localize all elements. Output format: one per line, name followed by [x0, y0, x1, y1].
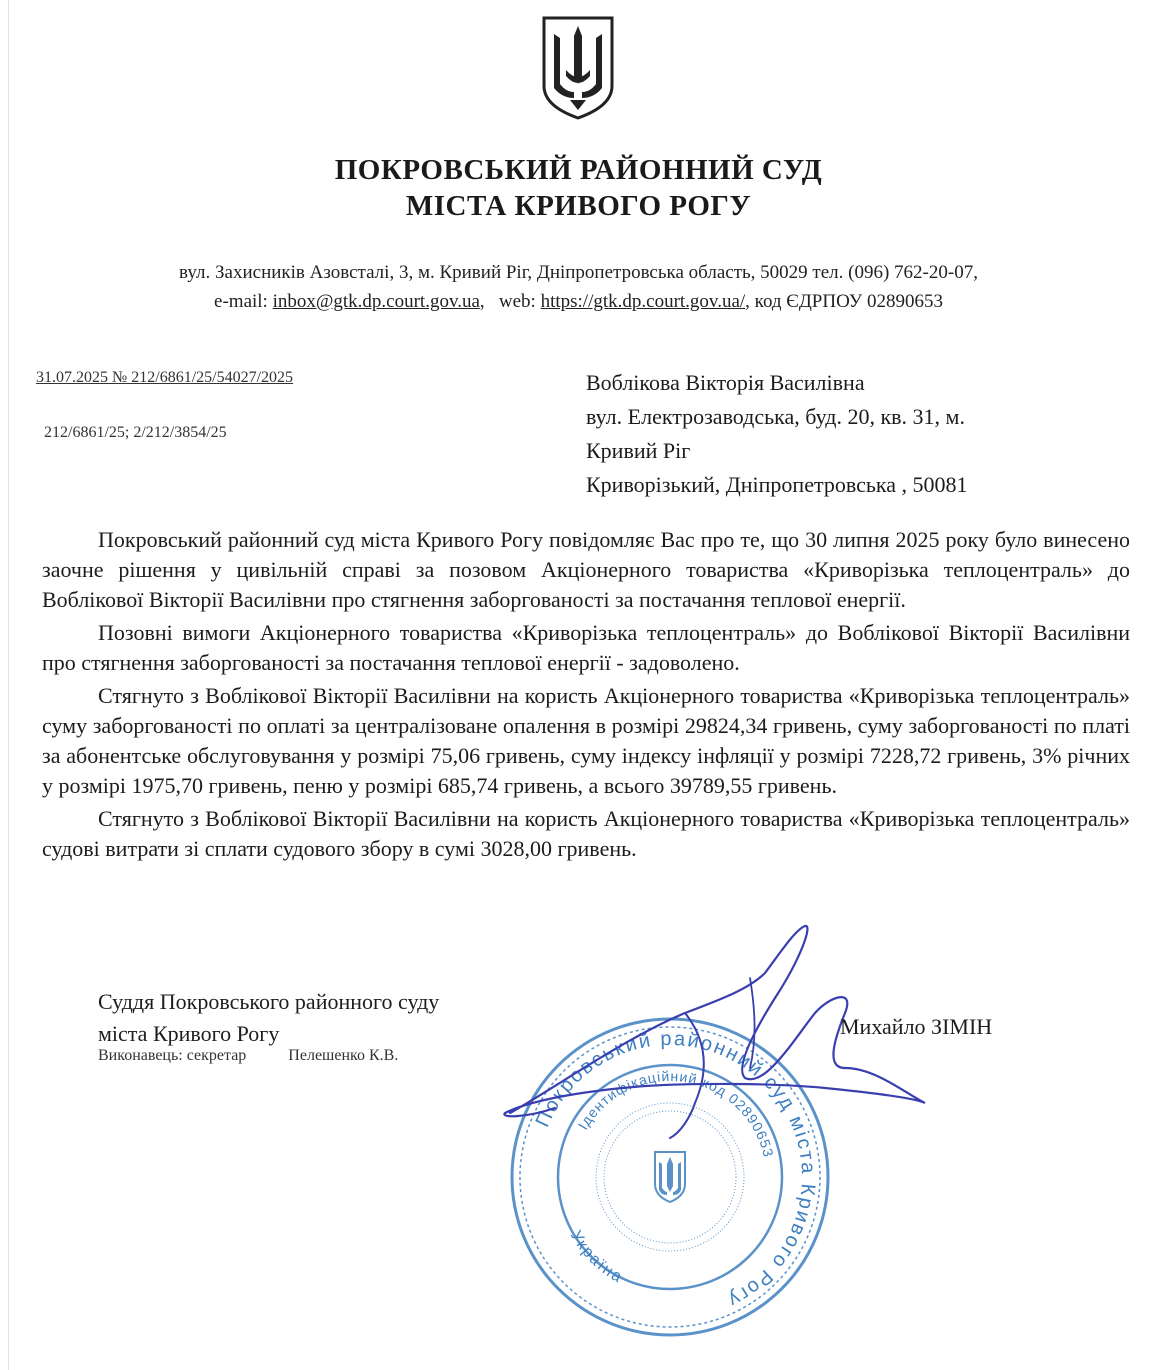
court-address: вул. Захисників Азовсталі, 3, м. Кривий Ріг, Дніпропетровська область, 50029 тел. (096) 762-20-07,: [179, 262, 978, 283]
stamp-country: Україна: [566, 1227, 627, 1287]
executor-name: Пелешенко К.В.: [288, 1047, 399, 1064]
addressee-street: вул. Електрозаводська, буд. 20, кв. 31, м.: [586, 404, 965, 429]
web-link[interactable]: https://gtk.dp.court.gov.ua/: [540, 291, 746, 312]
paragraph-court-fees: Стягнуто з Воблікової Вікторії Василівни на користь Акціонерного товариства «Криворізька теплоцентраль» судові витрати зі сплати судового збору в сумі 3028,00 гривень.: [42, 806, 1130, 861]
executor-label: Виконавець: секретар: [98, 1047, 247, 1064]
signatory-title-line1: Суддя Покровського районного суду: [98, 989, 440, 1014]
handwritten-signature: [495, 918, 935, 1178]
stamp-inner-text: Ідентифікаційний код 02890653: [574, 1067, 777, 1160]
web-label: web:: [498, 291, 536, 312]
executor-line: [98, 1047, 398, 1065]
paragraph-claims: Позовні вимоги Акціонерного товариства «Криворізька теплоцентраль» до Воблікової Вікторії Василівни про стягнення заборгованості за постачання теплової енергії - задоволено.: [42, 620, 1130, 675]
ukraine-trident-emblem: [540, 14, 616, 122]
addressee-name: Воблікова Вікторія Василівна: [586, 370, 865, 395]
outgoing-number: 31.07.2025 № 212/6861/25/54027/2025: [36, 369, 294, 386]
email-label: e-mail:: [214, 291, 268, 312]
addressee-block: [586, 366, 968, 502]
signatory-title: [98, 986, 439, 1050]
signatory-title-line2: міста Кривого Рогу: [98, 1021, 280, 1046]
email-link[interactable]: inbox@gtk.dp.court.gov.ua: [272, 291, 480, 312]
stamp-outer-text: Покровський районний суд міста Кривого Рогу: [531, 1027, 820, 1313]
court-name-line1: ПОКРОВСЬКИЙ РАЙОННИЙ СУД: [334, 154, 823, 186]
paragraph-notice: Покровський районний суд міста Кривого Рогу повідомляє Вас про те, що 30 липня 2025 року було винесено заочне рішення у цивільній справі за позовом Акціонерного товариства «Криворізька теплоцентраль» до Воблікової Вікторії Василівни про стягнення заборгованості за постачання теплової енергії.: [42, 527, 1130, 612]
court-contacts: e-mail: inbox@gtk.dp.court.gov.ua, web: https://gtk.dp.court.gov.ua/, код ЄДРПОУ 02890653: [214, 291, 943, 312]
addressee-city: Кривий Ріг: [586, 438, 691, 463]
letter-body: [42, 525, 1130, 867]
addressee-region: Криворізький, Дніпропетровська , 50081: [586, 472, 968, 497]
judge-name: Михайло ЗІМІН: [840, 1014, 993, 1039]
case-numbers: 212/6861/25; 2/212/3854/25: [44, 424, 227, 441]
edrpou-code: , код ЄДРПОУ 02890653: [745, 291, 943, 312]
court-name-line2: МІСТА КРИВОГО РОГУ: [405, 190, 752, 222]
paragraph-recovery: Стягнуто з Воблікової Вікторії Василівни на користь Акціонерного товариства «Криворізька теплоцентраль» суму заборгованості по оплаті за централізоване опалення в розмірі 29824,34 гривень, суму заборгованості по платі за абонентське обслуговування у розмірі 75,06 гривень, суму індексу інфляції у розмірі 7228,72 гривень, 3% річних у розмірі 1975,70 гривень, пеню у розмірі 685,74 гривень, а всього 39789,55 гривень.: [42, 683, 1130, 798]
svg-text:Україна: [567, 1228, 626, 1287]
